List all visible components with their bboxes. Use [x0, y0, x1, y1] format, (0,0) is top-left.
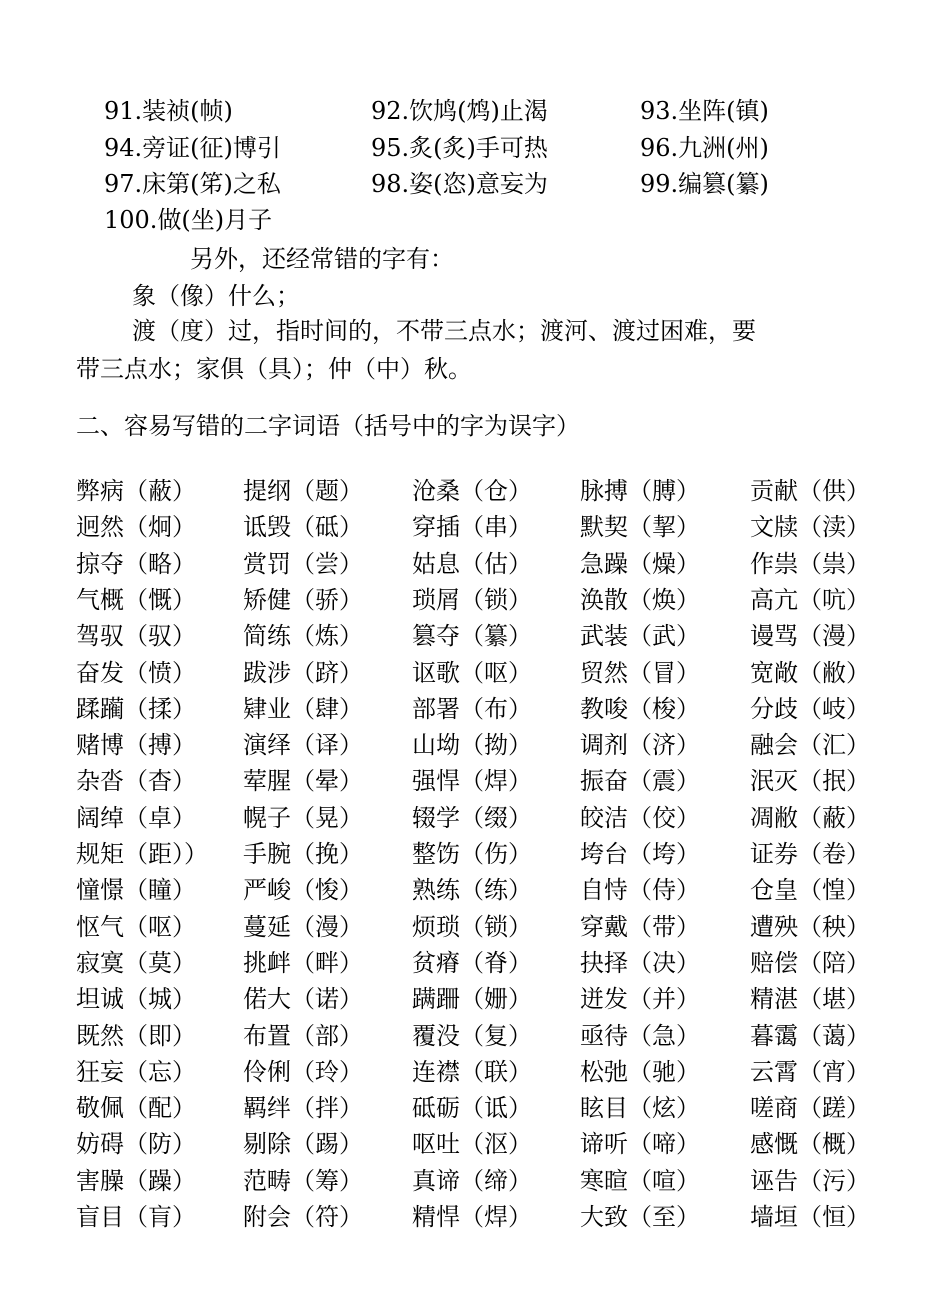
- word-entry: 手腕（挽）: [243, 840, 363, 868]
- word-entry: 气概（慨）: [76, 585, 196, 614]
- word-entry: 蔓延（漫）: [243, 912, 363, 941]
- word-entry: 砥砺（诋）: [412, 1094, 532, 1123]
- word-entry: 作祟（祟）: [750, 549, 870, 578]
- word-entry: 坦诚（城）: [76, 985, 196, 1014]
- word-entry: 伶俐（玲）: [243, 1057, 363, 1086]
- numbered-item-97: 97.床第(笫)之私: [104, 170, 281, 198]
- word-entry: 高亢（吭）: [750, 585, 870, 614]
- word-entry: 羁绊（拌）: [243, 1094, 363, 1123]
- word-entry: 谛听（啼）: [580, 1130, 700, 1159]
- word-entry: 穿戴（带）: [580, 912, 700, 941]
- word-entry: 振奋（震）: [580, 767, 700, 796]
- numbered-item-91: 91.装祯(帧): [104, 97, 233, 125]
- word-row: [76, 873, 906, 907]
- word-entry: 遭殃（秧）: [750, 912, 870, 941]
- word-entry: 赌博（搏）: [76, 731, 196, 760]
- word-entry: 演绎（译）: [243, 731, 363, 760]
- word-entry: 既然（即）: [76, 1021, 196, 1050]
- numbered-item-92: 92.饮鸠(鸩)止渴: [371, 97, 548, 125]
- word-entry: 贫瘠（脊）: [412, 948, 532, 977]
- word-entry: 弊病（蔽）: [76, 477, 196, 505]
- word-entry: 眩目（炫）: [580, 1094, 700, 1123]
- word-entry: 简练（炼）: [243, 622, 363, 651]
- word-entry: 偌大（诺）: [243, 985, 363, 1014]
- word-entry: 精悍（焊）: [412, 1203, 532, 1231]
- word-entry: 附会（符）: [243, 1203, 363, 1231]
- word-entry: 调剂（济）: [580, 731, 700, 760]
- word-row: [76, 656, 906, 690]
- word-entry: 熟练（练）: [412, 876, 532, 905]
- word-entry: 幌子（晃）: [243, 803, 363, 832]
- section-title: 二、容易写错的二字词语（括号中的字为误字）: [76, 412, 580, 440]
- word-entry: 穿插（串）: [412, 513, 532, 542]
- word-entry: 精湛（堪）: [750, 985, 870, 1014]
- word-row: [76, 946, 906, 980]
- word-entry: 迸发（并）: [580, 985, 700, 1014]
- word-row: [76, 982, 906, 1016]
- word-entry: 赔偿（陪）: [750, 948, 870, 977]
- word-entry: 规矩（距））: [76, 840, 208, 868]
- word-entry: 盲目（肓）: [76, 1203, 196, 1231]
- word-entry: 亟待（急）: [580, 1021, 700, 1050]
- word-entry: 怄气（呕）: [76, 912, 196, 941]
- word-entry: 范畴（筹）: [243, 1166, 363, 1195]
- word-entry: 感慨（概）: [750, 1130, 870, 1159]
- word-entry: 迥然（炯）: [76, 513, 196, 542]
- word-row: [76, 1200, 906, 1234]
- word-entry: 垮台（垮）: [580, 840, 700, 868]
- word-entry: 贸然（冒）: [580, 658, 700, 687]
- word-row: [76, 1055, 906, 1089]
- word-entry: 姑息（估）: [412, 549, 532, 578]
- word-entry: 教唆（梭）: [580, 694, 700, 723]
- word-entry: 讴歌（呕）: [412, 658, 532, 687]
- word-entry: 部署（布）: [412, 694, 532, 723]
- word-entry: 敬佩（配）: [76, 1094, 196, 1123]
- word-entry: 抉择（决）: [580, 948, 700, 977]
- word-entry: 文牍（渎）: [750, 513, 870, 542]
- word-entry: 烦琐（锁）: [412, 912, 532, 941]
- word-entry: 诋毁（砥）: [243, 513, 363, 542]
- word-entry: 布置（部）: [243, 1021, 363, 1050]
- word-entry: 狂妄（忘）: [76, 1057, 196, 1086]
- word-row: [76, 1091, 906, 1125]
- word-row: [76, 474, 906, 508]
- word-row: [76, 510, 906, 544]
- word-entry: 妨碍（防）: [76, 1130, 196, 1159]
- word-entry: 山坳（拗）: [412, 731, 532, 760]
- word-entry: 云霄（宵）: [750, 1057, 870, 1086]
- extra-line-1: 象（像）什么；: [132, 282, 300, 310]
- word-entry: 挑衅（畔）: [243, 948, 363, 977]
- word-row: [76, 619, 906, 653]
- word-entry: 杂沓（杳）: [76, 767, 196, 796]
- word-entry: 剔除（踢）: [243, 1130, 363, 1159]
- word-entry: 赏罚（尝）: [243, 549, 363, 578]
- word-entry: 肄业（肆）: [243, 694, 363, 723]
- numbered-item-95: 95.炙(炙)手可热: [371, 134, 548, 162]
- numbered-item-99: 99.编篡(纂): [640, 170, 769, 198]
- word-entry: 证券（卷）: [750, 840, 870, 868]
- word-entry: 连襟（联）: [412, 1057, 532, 1086]
- extra-line-2b: 带三点水；家俱（具）；仲（中）秋。: [76, 355, 472, 383]
- word-entry: 急躁（燥）: [580, 549, 700, 578]
- word-entry: 诬告（污）: [750, 1166, 870, 1195]
- word-entry: 凋敝（蔽）: [750, 803, 870, 832]
- word-entry: 寂寞（莫）: [76, 948, 196, 977]
- word-entry: 奋发（愤）: [76, 658, 196, 687]
- word-entry: 寒暄（喧）: [580, 1166, 700, 1195]
- word-entry: 泯灭（抿）: [750, 767, 870, 796]
- word-entry: 提纲（题）: [243, 477, 363, 505]
- word-entry: 分歧（岐）: [750, 694, 870, 723]
- word-entry: 严峻（悛）: [243, 876, 363, 905]
- word-entry: 辍学（缀）: [412, 803, 532, 832]
- word-entry: 皎洁（佼）: [580, 803, 700, 832]
- word-row: [76, 801, 906, 835]
- word-row: [76, 547, 906, 581]
- word-entry: 琐屑（锁）: [412, 585, 532, 614]
- word-entry: 蹒跚（姗）: [412, 985, 532, 1014]
- numbered-item-94: 94.旁证(征)博引: [104, 134, 281, 162]
- word-entry: 涣散（焕）: [580, 585, 700, 614]
- word-entry: 武装（武）: [580, 622, 700, 651]
- word-entry: 掠夺（略）: [76, 549, 196, 578]
- word-entry: 强悍（焊）: [412, 767, 532, 796]
- word-entry: 松弛（驰）: [580, 1057, 700, 1086]
- word-entry: 沧桑（仓）: [412, 477, 532, 505]
- word-row: [76, 583, 906, 617]
- word-row: [76, 1019, 906, 1053]
- word-entry: 害臊（躁）: [76, 1166, 196, 1195]
- word-entry: 真谛（缔）: [412, 1166, 532, 1195]
- extra-intro: 另外，还经常错的字有：: [190, 245, 454, 273]
- word-entry: 墙垣（恒）: [750, 1203, 870, 1231]
- word-entry: 蹂躏（揉）: [76, 694, 196, 723]
- word-row: [76, 1127, 906, 1161]
- word-entry: 驾驭（驭）: [76, 622, 196, 651]
- numbered-item-100: 100.做(坐)月子: [104, 206, 273, 234]
- word-entry: 谩骂（漫）: [750, 622, 870, 651]
- word-row: [76, 728, 906, 762]
- word-row: [76, 692, 906, 726]
- word-entry: 跋涉（跻）: [243, 658, 363, 687]
- word-row: [76, 837, 906, 871]
- word-entry: 宽敞（敝）: [750, 658, 870, 687]
- word-entry: 嗟商（蹉）: [750, 1094, 870, 1123]
- word-entry: 自恃（侍）: [580, 876, 700, 905]
- word-entry: 大致（至）: [580, 1203, 700, 1231]
- word-entry: 脉搏（膊）: [580, 477, 700, 505]
- word-entry: 憧憬（瞳）: [76, 876, 196, 905]
- numbered-item-96: 96.九洲(州): [640, 134, 769, 162]
- word-row: [76, 764, 906, 798]
- word-entry: 呕吐（沤）: [412, 1130, 532, 1159]
- word-entry: 覆没（复）: [412, 1021, 532, 1050]
- word-entry: 篡夺（纂）: [412, 622, 532, 651]
- word-entry: 贡献（供）: [750, 477, 870, 505]
- word-entry: 矫健（骄）: [243, 585, 363, 614]
- word-entry: 整饬（伤）: [412, 840, 532, 868]
- extra-line-2a: 渡（度）过，指时间的，不带三点水；渡河、渡过困难，要: [132, 317, 756, 345]
- word-entry: 仓皇（惶）: [750, 876, 870, 905]
- word-entry: 默契（挈）: [580, 513, 700, 542]
- word-row: [76, 910, 906, 944]
- word-entry: 阔绰（卓）: [76, 803, 196, 832]
- numbered-item-98: 98.姿(恣)意妄为: [371, 170, 548, 198]
- word-entry: 融会（汇）: [750, 731, 870, 760]
- word-row: [76, 1164, 906, 1198]
- word-entry: 荤腥（晕）: [243, 767, 363, 796]
- numbered-item-93: 93.坐阵(镇): [640, 97, 769, 125]
- word-entry: 暮霭（蔼）: [750, 1021, 870, 1050]
